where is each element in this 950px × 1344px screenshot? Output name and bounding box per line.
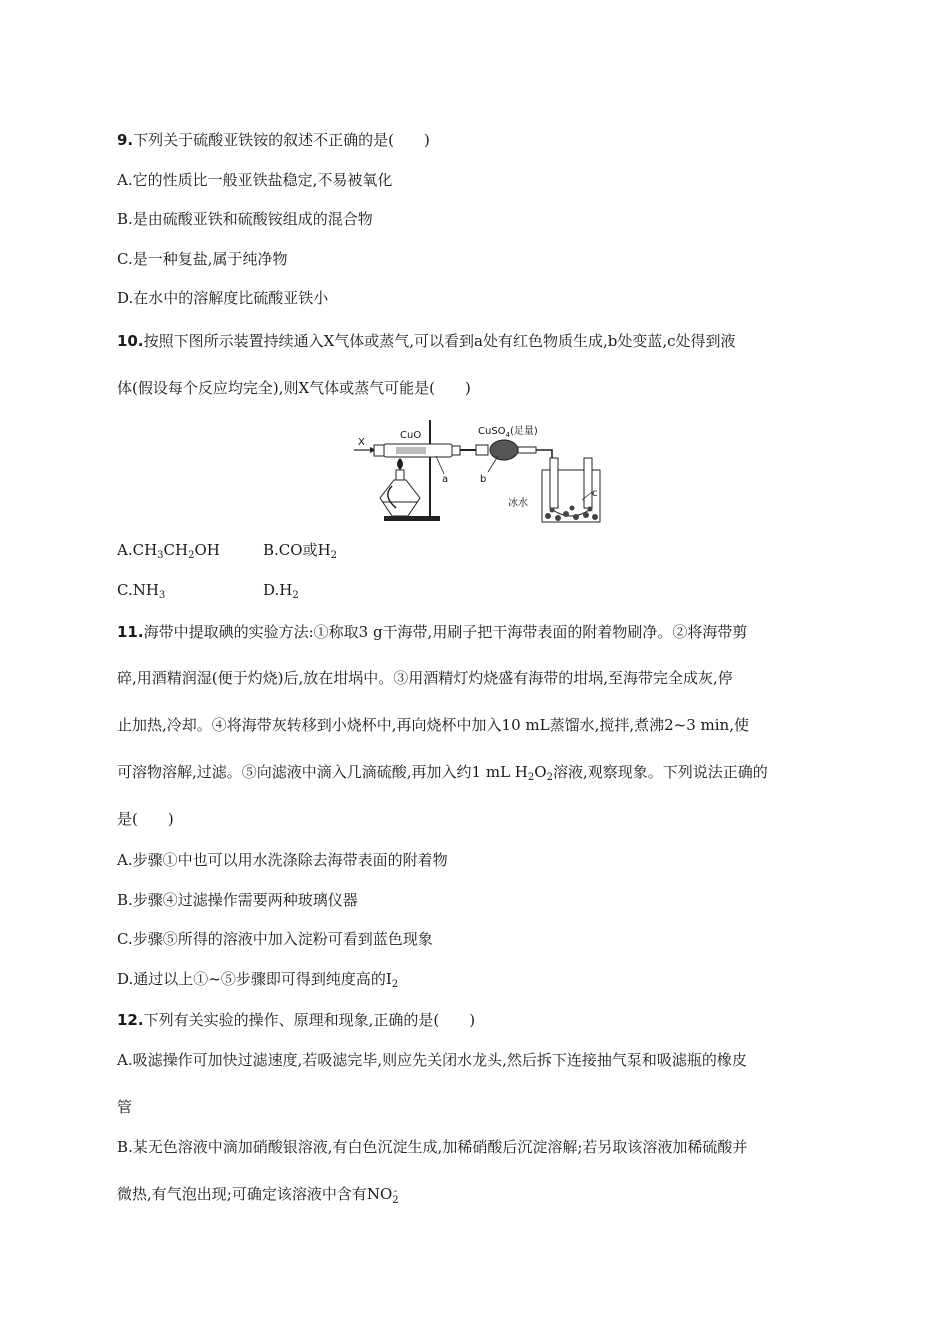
q9-stem [117, 130, 430, 150]
label-a: a [442, 474, 449, 485]
q9-option-b: B.是由硫酸亚铁和硫酸铵组成的混合物 [117, 210, 373, 228]
q10-options-row1 [117, 540, 220, 566]
q12-option-b-line2: 微热,有气泡出现;可确定该溶液中含有NO - 2 [117, 1185, 399, 1206]
q11-stem-line5: 是( ) [117, 810, 174, 828]
q9-number: 9. [117, 131, 134, 149]
pointer-b [488, 456, 498, 472]
q12-stem-text: 下列有关实验的操作、原理和现象,正确的是( ) [143, 1011, 476, 1029]
flame [397, 458, 403, 470]
q10-option-d: $D.H_2$ [263, 581, 299, 601]
q11-stem-line4: 可溶物溶解,过滤。⑤向滤液中滴入几滴硫酸,再加入约1 mL $H_2O_2$溶液,观察现象。下列说法正确的 [117, 763, 768, 783]
label-ice-water: 冰水 [508, 498, 528, 509]
q11-option-a: A.步骤①中也可以用水洗涤除去海带表面的附着物 [117, 851, 448, 869]
pointer-a [436, 456, 444, 474]
right-stopper [452, 446, 460, 455]
drying-tube-inlet [476, 445, 488, 455]
q11-stem-line3: 止加热,冷却。④将海带灰转移到小烧杯中,再向烧杯中加入10 mL蒸馏水,搅拌,煮沸2~3 min,使 [117, 716, 749, 734]
label-cuo: CuO [400, 430, 422, 441]
stand-base [384, 516, 440, 521]
left-stopper [374, 445, 384, 456]
q9-option-c: C.是一种复盐,属于纯净物 [117, 250, 288, 268]
q11-option-c: C.步骤⑤所得的溶液中加入淀粉可看到蓝色现象 [117, 930, 433, 948]
drying-tube-outlet [518, 447, 536, 453]
q9-option-a: A.它的性质比一般亚铁盐稳定,不易被氧化 [117, 171, 393, 189]
q12-option-a-line2: 管 [117, 1098, 133, 1116]
q12-option-a-line1: A.吸滤操作可加快过滤速度,若吸滤完毕,则应先关闭水龙头,然后拆下连接抽气泵和吸滤瓶的橡皮 [117, 1051, 747, 1069]
label-c: c [592, 488, 598, 499]
label-b: b [480, 474, 487, 485]
q11-stem-line1 [117, 622, 747, 642]
q10-stem-text-1: 按照下图所示装置持续通入X气体或蒸气,可以看到a处有红色物质生成,b处变蓝,c处得到液 [143, 332, 736, 350]
q11-option-d: D.通过以上①~⑤步骤即可得到纯度高的$I_2$ [117, 970, 399, 990]
q10-option-b: B.CO或$H_2$ [263, 541, 338, 561]
q9-stem-text: 下列关于硫酸亚铁铵的叙述不正确的是( ) [133, 131, 430, 149]
q9-option-d: D.在水中的溶解度比硫酸亚铁小 [117, 289, 329, 307]
q11-stem-line2: 碎,用酒精润湿(便于灼烧)后,放在坩埚中。③用酒精灯灼烧盛有海带的坩埚,至海带完全成灰,停 [117, 669, 733, 687]
apparatus-diagram [352, 420, 618, 528]
collection-tube-left [550, 458, 558, 508]
label-cuso4: CuSO$_4$(足量) [478, 426, 538, 439]
q12-stem [117, 1010, 475, 1030]
cuso4-bulb [490, 440, 518, 460]
q10-stem-line1 [117, 331, 736, 351]
alcohol-lamp [380, 480, 420, 516]
q12-number: 12. [117, 1011, 144, 1029]
q11-text-1: 海带中提取碘的实验方法:①称取3 g干海带,用刷子把干海带表面的附着物刷净。②将海带剪 [143, 623, 748, 641]
lamp-wick-holder [396, 470, 404, 480]
q10-option-c: $C.NH_3$ [117, 581, 166, 601]
q12-option-b-line1: B.某无色溶液中滴加硝酸银溶液,有白色沉淀生成,加稀硝酸后沉淀溶解;若另取该溶液加稀硫酸并 [117, 1138, 748, 1156]
q10-number: 10. [117, 332, 144, 350]
label-x: X [358, 437, 365, 448]
cuo-powder [396, 447, 426, 454]
collection-tube-right [584, 458, 592, 508]
q11-number: 11. [117, 623, 144, 641]
q10-stem-line2: 体(假设每个反应均完全),则X气体或蒸气可能是( ) [117, 379, 471, 397]
q10-option-a: $A.CH_3CH_2OH$ [117, 541, 220, 561]
q11-option-b: B.步骤④过滤操作需要两种玻璃仪器 [117, 891, 358, 909]
